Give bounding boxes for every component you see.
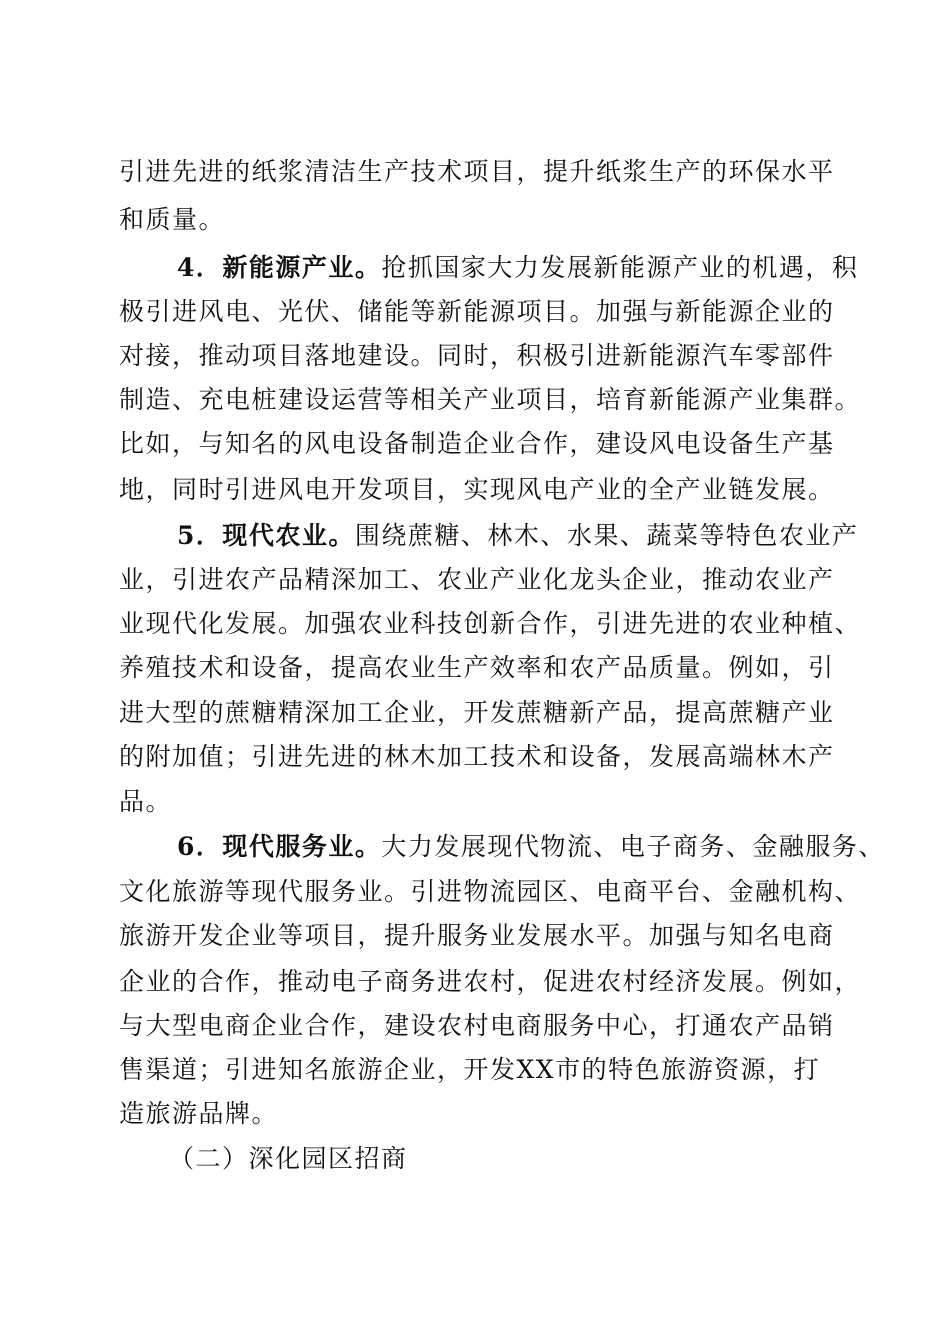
paragraph-first-line — [177, 831, 885, 863]
text-line: 地，同时引进风电开发项目，实现风电产业的全产业链发展。 — [119, 475, 835, 504]
text-line: 与大型电商企业合作，建设农村电商服务中心，打通农产品销 — [119, 1011, 835, 1040]
text-line: 售渠道；引进知名旅游企业，开发XX市的特色旅游资源，打 — [119, 1055, 821, 1084]
text-line: 品。 — [119, 787, 173, 816]
text-line: 和质量。 — [119, 205, 226, 234]
item-text: 围绕蔗糖、林木、水果、蔬菜等特色农业产 — [354, 521, 859, 550]
item-text: 抢抓国家大力发展新能源产业的机遇，积 — [381, 253, 859, 282]
text-line: 的附加值；引进先进的林木加工技术和设备，发展高端林木产 — [119, 742, 835, 771]
text-line: 造旅游品牌。 — [119, 1099, 279, 1128]
text-line: 对接，推动项目落地建设。同时，积极引进新能源汽车零部件 — [119, 341, 835, 370]
text-line: 旅游开发企业等项目，提升服务业发展水平。加强与知名电商 — [119, 921, 835, 950]
text-line: 企业的合作，推动电子商务进农村，促进农村经济发展。例如， — [119, 967, 862, 996]
text-line: 养殖技术和设备，提高农业生产效率和农产品质量。例如，引 — [119, 653, 835, 682]
text-line: 引进先进的纸浆清洁生产技术项目，提升纸浆生产的环保水平 — [119, 157, 835, 186]
text-line: 制造、充电桩建设运营等相关产业项目，培育新能源产业集群。 — [119, 385, 862, 414]
text-line: 极引进风电、光伏、储能等新能源项目。加强与新能源企业的 — [119, 297, 835, 326]
paragraph-first-line — [177, 252, 858, 284]
item-text: 大力发展现代物流、电子商务、金融服务、 — [381, 832, 885, 861]
text-line: 比如，与知名的风电设备制造企业合作，建设风电设备生产基 — [119, 429, 835, 458]
text-line: 文化旅游等现代服务业。引进物流园区、电商平台、金融机构、 — [119, 877, 862, 906]
text-line: 业，引进农产品精深加工、农业产业化龙头企业，推动农业产 — [119, 565, 835, 594]
text-line: 业现代化发展。加强农业科技创新合作，引进先进的农业种植、 — [119, 609, 862, 638]
item-heading: 5．现代农业。 — [177, 521, 355, 550]
section-heading: （二）深化园区招商 — [169, 1144, 408, 1173]
item-heading: 4．新能源产业。 — [177, 253, 382, 282]
item-heading: 6．现代服务业。 — [177, 832, 382, 861]
paragraph-first-line — [177, 520, 858, 552]
text-line: 进大型的蔗糖精深加工企业，开发蔗糖新产品，提高蔗糖产业 — [119, 698, 835, 727]
